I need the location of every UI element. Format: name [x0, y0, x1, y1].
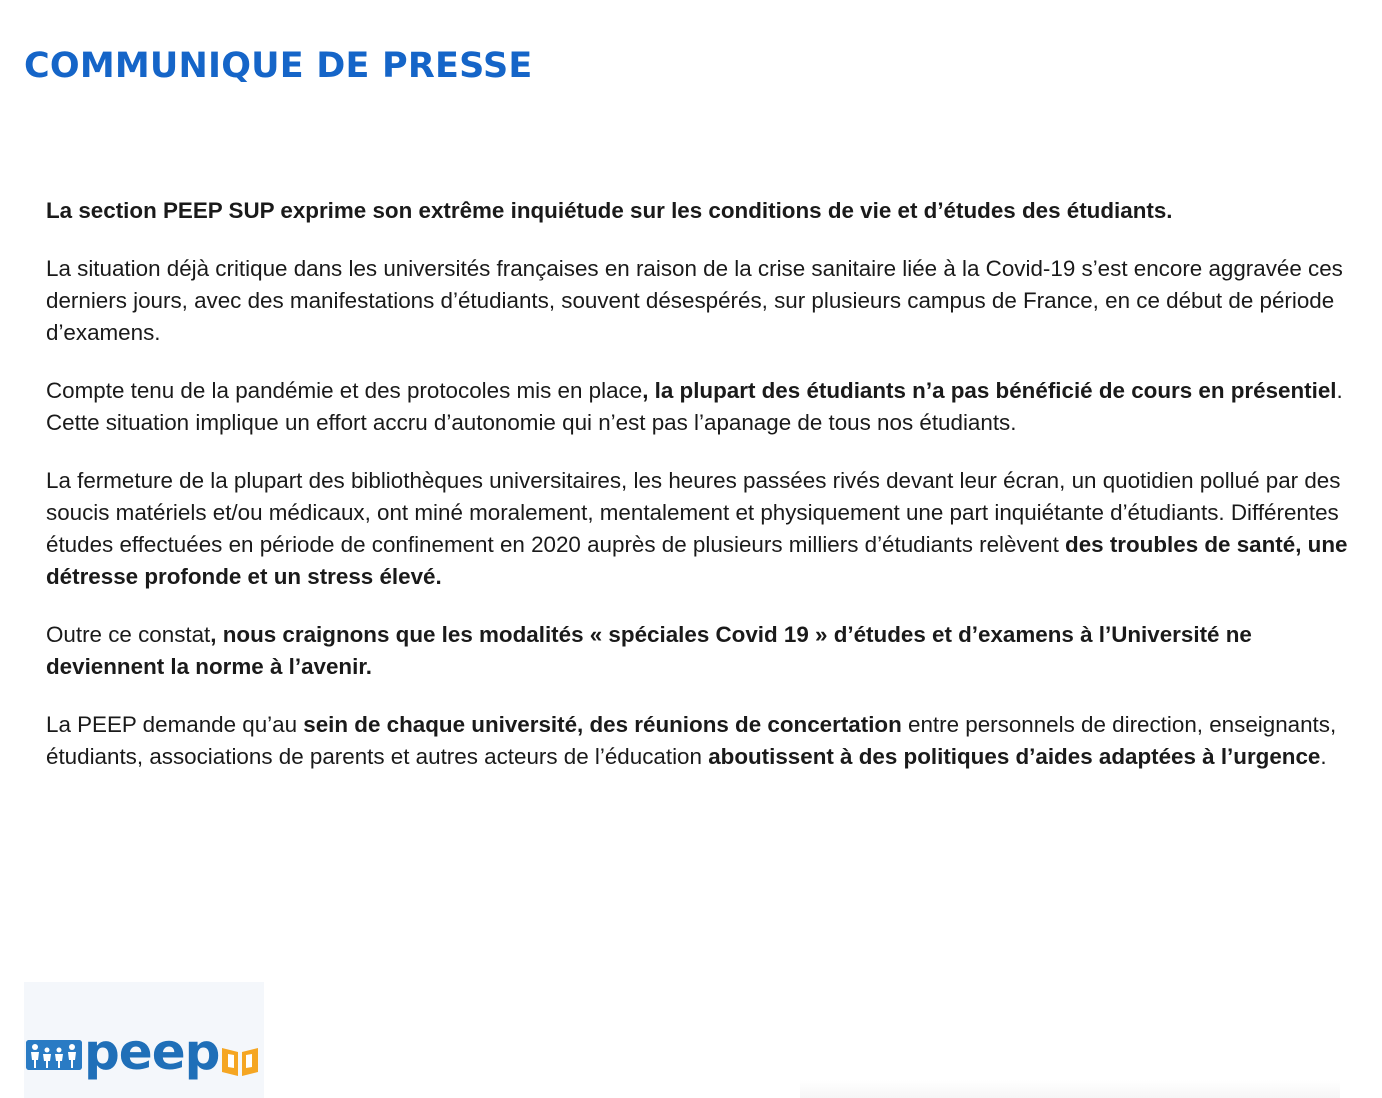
emphasis-segment: des troubles de santé, une détresse profonde et un stress élevé. [46, 532, 1348, 589]
paragraph-concern [46, 619, 1366, 683]
book-icon [220, 1042, 260, 1078]
emphasis-segment: , la plupart des étudiants n’a pas bénéficié de cours en présentiel [642, 378, 1337, 403]
paragraph-closures [46, 465, 1366, 593]
text-segment: Compte tenu de la pandémie et des protocoles mis en place [46, 378, 643, 403]
paragraph-situation: La situation déjà critique dans les universités françaises en raison de la crise sanitaire liée à la Covid-19 s’est encore aggravée ces derniers jours, avec des manifestations d’étudiants, souvent désespérés, sur plusieurs campus de France, en ce début de période d’examens. [46, 256, 1343, 345]
lead-paragraph: La section PEEP SUP exprime son extrême inquiétude sur les conditions de vie et d’études des étudiants. [46, 198, 1173, 223]
emphasis-segment: sein de chaque université, des réunions de concertation [303, 712, 902, 737]
text-segment: Outre ce constat [46, 622, 211, 647]
emphasis-segment: aboutissent à des politiques d’aides adaptées à l’urgence [708, 744, 1321, 769]
page-title: COMMUNIQUE DE PRESSE [24, 46, 533, 86]
logo-wordmark: peep [84, 1023, 220, 1081]
emphasis-segment: , nous craignons que les modalités « spéciales Covid 19 » d’études et d’examens à l’Université ne deviennent la norme à l’avenir. [46, 622, 1252, 679]
text-segment: La fermeture de la plupart des bibliothèques universitaires, les heures passées rivés devant leur écran, un quotidien pollué par des soucis matériels et/ou médicaux, ont miné moralement, mentalement et physiquement une part inquiétante d’étudiants. Différentes études effectuées en période de confinement en 2020 auprès de plusieurs milliers d’étudiants relèvent [46, 468, 1341, 557]
text-segment: . [1320, 744, 1327, 769]
paragraph-demand [46, 709, 1366, 773]
page-edge-shadow [800, 1080, 1340, 1098]
text-segment: entre personnels de direction, enseignants, étudiants, associations de parents et autres acteurs de l’éducation [46, 712, 1337, 769]
press-release-body [46, 195, 1366, 799]
paragraph-pandemic [46, 375, 1366, 439]
peep-logo [24, 982, 264, 1098]
text-segment: La PEEP demande qu’au [46, 712, 304, 737]
text-segment: . Cette situation implique un effort accru d’autonomie qui n’est pas l’apanage de tous nos étudiants. [46, 378, 1343, 435]
family-icon [26, 1040, 82, 1070]
